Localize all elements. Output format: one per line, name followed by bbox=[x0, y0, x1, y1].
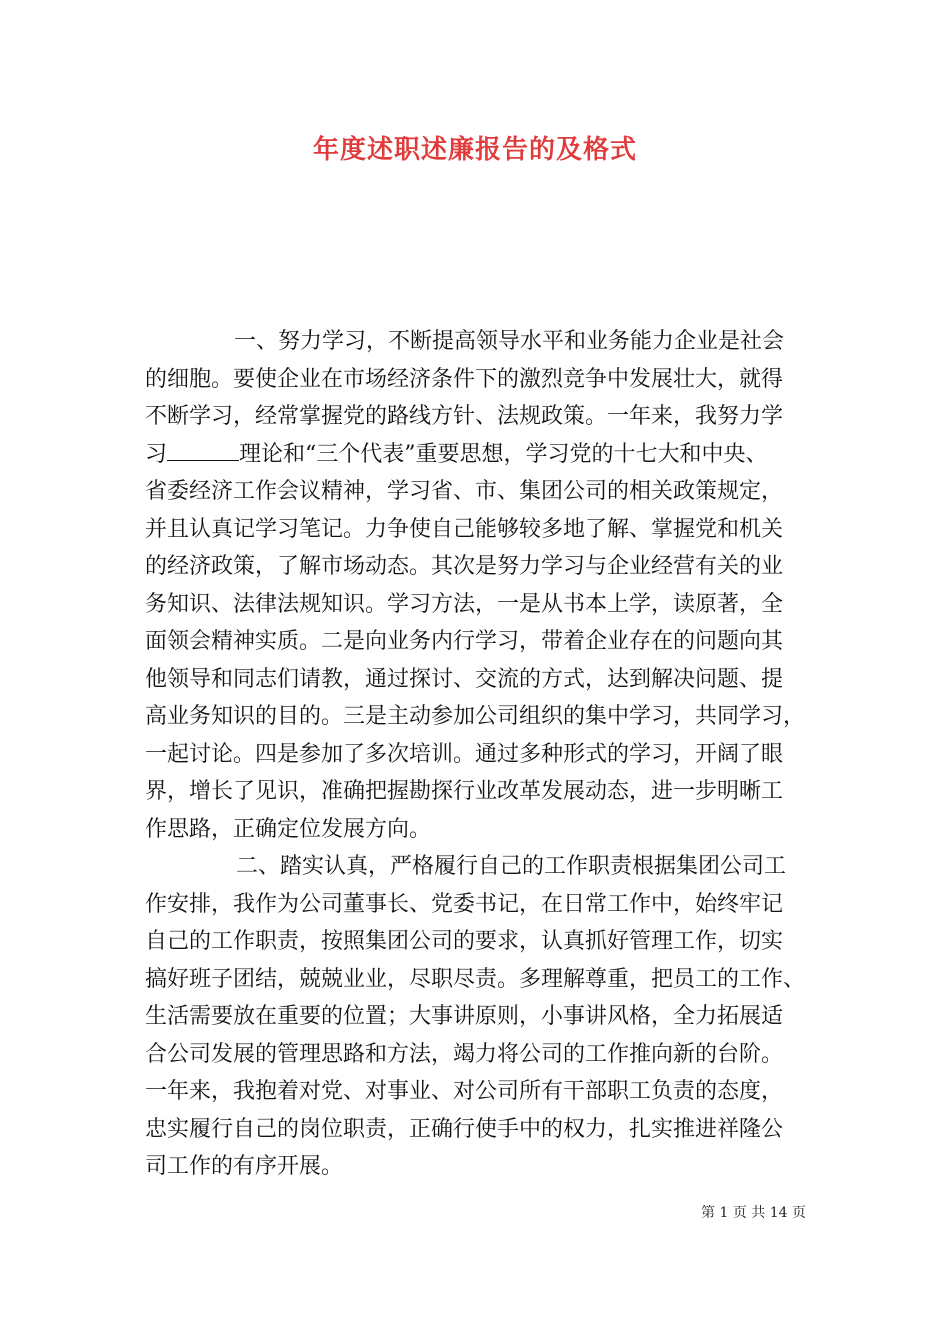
paragraph-line: 自己的工作职责，按照集团公司的要求，认真抓好管理工作，切实 bbox=[145, 929, 784, 954]
paragraph-line: 司工作的有序开展。 bbox=[145, 1154, 344, 1179]
fill-in-blank bbox=[167, 440, 239, 461]
paragraph-line: 作思路，正确定位发展方向。 bbox=[145, 816, 432, 842]
page-number-footer: 第 1 页 共 14 页 bbox=[701, 1205, 806, 1221]
paragraph-line: 一年来，我抱着对党、对事业、对公司所有干部职工负责的态度， bbox=[145, 1079, 784, 1104]
line-suffix: 理论和“三个代表”重要思想，学习党的十七大和中央、 bbox=[239, 441, 768, 467]
paragraph-line-with-blank bbox=[145, 436, 807, 474]
paragraph-line: 面领会精神实质。二是向业务内行学习，带着企业存在的问题向其 bbox=[145, 629, 784, 654]
paragraph-line: 高业务知识的目的。三是主动参加公司组织的集中学习，共同学习， bbox=[145, 704, 806, 729]
document-title: 年度述职述廉报告的及格式 bbox=[312, 135, 637, 165]
paragraph-line: 不断学习，经常掌握党的路线方针、法规政策。一年来，我努力学 bbox=[145, 404, 784, 429]
paragraph-line: 二、踏实认真，严格履行自己的工作职责根据集团公司工 bbox=[236, 854, 787, 879]
paragraph-line: 一起讨论。四是参加了多次培训。通过多种形式的学习，开阔了眼 bbox=[145, 741, 784, 767]
paragraph-line: 界，增长了见识，准确把握勘探行业改革发展动态，进一步明晰工 bbox=[145, 779, 784, 804]
paragraph-duties bbox=[145, 848, 807, 1186]
paragraph-line: 合公司发展的管理思路和方法，竭力将公司的工作推向新的台阶。 bbox=[145, 1041, 784, 1067]
paragraph-line: 的经济政策，了解市场动态。其次是努力学习与企业经营有关的业 bbox=[145, 554, 784, 579]
paragraph-line: 作安排，我作为公司董事长、党委书记，在日常工作中，始终牢记 bbox=[145, 891, 784, 917]
paragraph-line: 生活需要放在重要的位置；大事讲原则，小事讲风格，全力拓展适 bbox=[145, 1004, 784, 1029]
paragraph-line: 的细胞。要使企业在市场经济条件下的激烈竞争中发展壮大，就得 bbox=[145, 366, 784, 392]
paragraph-learning bbox=[145, 323, 807, 848]
line-prefix: 习 bbox=[145, 441, 168, 467]
paragraph-line: 并且认真记学习笔记。力争使自己能够较多地了解、掌握党和机关 bbox=[145, 516, 784, 542]
paragraph-line: 一、努力学习，不断提高领导水平和业务能力企业是社会 bbox=[234, 329, 785, 354]
paragraph-line: 他领导和同志们请教，通过探讨、交流的方式，达到解决问题、提 bbox=[145, 666, 784, 692]
paragraph-line: 搞好班子团结，兢兢业业，尽职尽责。多理解尊重，把员工的工作、 bbox=[145, 966, 806, 992]
paragraph-line: 忠实履行自己的岗位职责，正确行使手中的权力，扎实推进祥隆公 bbox=[145, 1116, 784, 1142]
paragraph-line: 省委经济工作会议精神，学习省、市、集团公司的相关政策规定， bbox=[145, 479, 784, 504]
paragraph-line: 务知识、法律法规知识。学习方法，一是从书本上学，读原著，全 bbox=[145, 591, 784, 617]
